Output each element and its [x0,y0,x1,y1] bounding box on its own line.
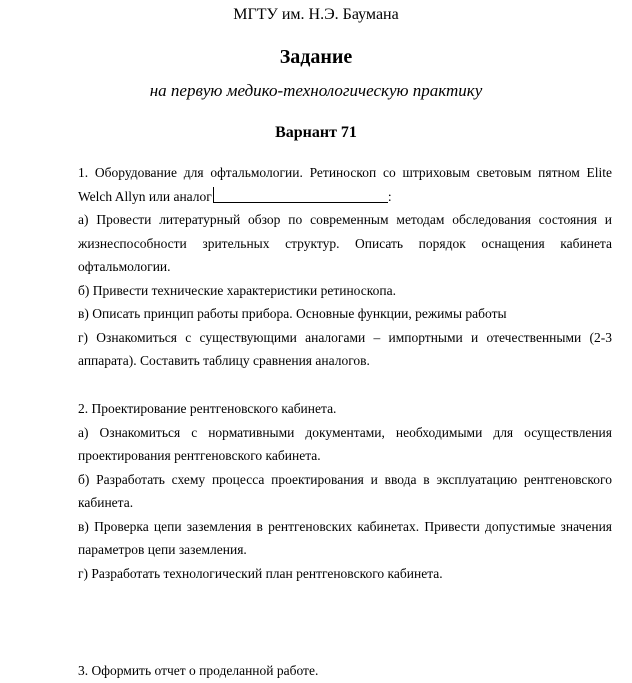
document-title: Задание [279,46,353,68]
task-2-item-d: г) Разработать технологический план рентгеновского кабинета. [78,565,443,581]
task-1-intro [78,161,612,208]
task-2-item-b: б) Разработать схему процесса проектирования и ввода в эксплуатацию рентгеновского кабинета. [78,471,612,510]
task-3-section [78,659,612,683]
task-2-section [78,397,612,585]
fill-in-blank-field[interactable] [213,187,388,203]
document-subtitle: на первую медико-технологическую практику [149,81,483,100]
variant-label: Варнант 71 [275,124,357,141]
task-1-intro-colon: : [387,188,392,204]
task-1-item-d: г) Ознакомиться с существующими аналогами – импортными и отечественными (2-3 аппарата). Составить таблицу сравнения аналогов. [78,329,612,368]
task-1-intro-text: 1. Оборудование для офтальмологии. Ретиноскоп со штриховым световым пятном Elite Welch Allyn или аналог [78,165,612,204]
task-1-item-b: б) Привести технические характеристики ретиноскопа. [78,282,396,298]
task-1-item-c: в) Описать принцип работы прибора. Основные функции, режимы работы [78,306,507,321]
task-1-item-a: а) Провести литературный обзор по современным методам обследования состояния и жизнеспособности зрительных структур. Описать порядок оснащения кабинета офтальмологии. [78,212,612,274]
task-2-item-c: в) Проверка цепи заземления в рентгеновских кабинетах. Привести допустимые значения параметров цепи заземления. [78,518,612,557]
task-1-section [78,161,612,373]
task-3-intro: 3. Оформить отчет о проделанной работе. [78,663,319,678]
task-2-intro: 2. Проектирование рентгеновского кабинета. [78,401,337,416]
task-2-item-a: а) Ознакомиться с нормативными документами, необходимыми для осуществления проектирования рентгеновского кабинета. [78,424,612,463]
institution-header: МГТУ им. Н.Э. Баумана [233,6,399,23]
